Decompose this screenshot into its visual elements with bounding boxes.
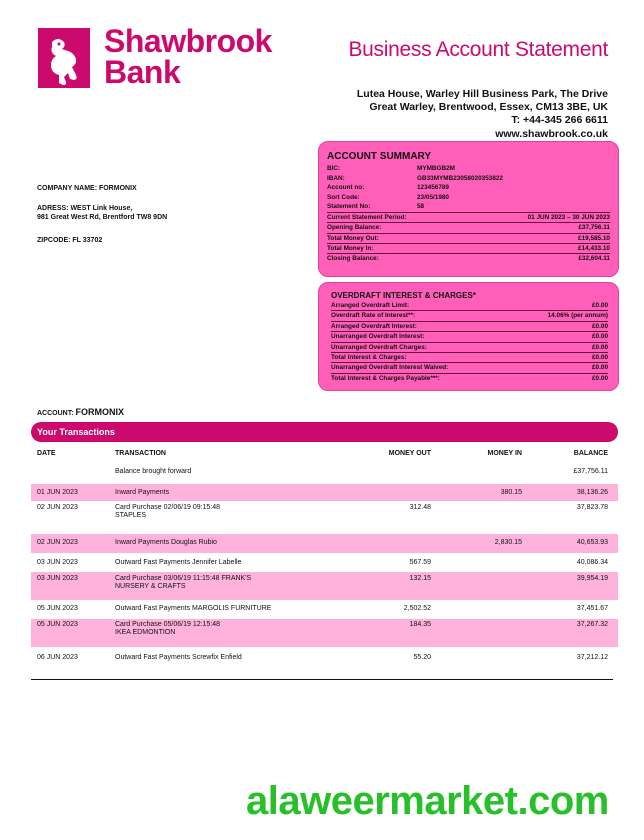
overdraft-value: £0.00 bbox=[592, 374, 608, 382]
row-transaction-line: IKEA EDMONTION bbox=[115, 629, 176, 637]
overdraft-value: £0.00 bbox=[592, 302, 608, 309]
customer-address-line: 981 Great West Rd, Brentford TW8 9DN bbox=[37, 214, 168, 221]
table-row bbox=[31, 555, 618, 572]
account-summary-title: ACCOUNT SUMMARY bbox=[327, 151, 432, 162]
row-transaction bbox=[115, 621, 285, 638]
row-money-out: 2,502.52 bbox=[403, 605, 431, 612]
overdraft-value: £0.00 bbox=[592, 322, 608, 330]
column-header-transaction: TRANSACTION bbox=[115, 450, 166, 457]
row-date: 03 JUN 2023 bbox=[37, 575, 78, 582]
company-name: COMPANY NAME: FORMONIX bbox=[37, 185, 137, 192]
overdraft-value: £0.00 bbox=[592, 343, 608, 351]
table-bottom-divider bbox=[31, 679, 613, 680]
summary-total-value: £37,756.11 bbox=[578, 224, 610, 232]
transactions-header-bar: Your Transactions bbox=[31, 422, 618, 442]
row-date: 03 JUN 2023 bbox=[37, 559, 78, 566]
row-balance: 37,823.78 bbox=[576, 504, 608, 511]
summary-total-key: Total Money Out: bbox=[327, 234, 379, 242]
row-money-out: 312.48 bbox=[409, 504, 431, 511]
row-money-out: 184.35 bbox=[409, 621, 431, 628]
summary-info-row bbox=[327, 164, 610, 174]
table-row bbox=[31, 534, 618, 553]
table-row bbox=[31, 619, 618, 647]
summary-info-value: 58 bbox=[417, 203, 425, 211]
overdraft-key: Unarranged Overdraft Interest Waived: bbox=[331, 364, 449, 372]
overdraft-row bbox=[331, 301, 608, 311]
overdraft-key: Total Interest & Charges: bbox=[331, 353, 407, 361]
row-date: 06 JUN 2023 bbox=[37, 654, 78, 661]
summary-total-value: £14,433.10 bbox=[578, 244, 610, 252]
summary-info-value: GB33MYMB23058020353822 bbox=[417, 174, 503, 182]
column-header-money-out: MONEY OUT bbox=[388, 450, 431, 457]
row-transaction-line: Card Purchase 02/06/19 09:15:48 bbox=[115, 504, 221, 511]
row-date: 01 JUN 2023 bbox=[37, 489, 78, 496]
transactions-column-headers bbox=[31, 448, 618, 460]
row-balance: 40,653.93 bbox=[576, 539, 608, 546]
summary-info-key: Statement No: bbox=[327, 203, 371, 211]
row-transaction bbox=[115, 559, 285, 567]
bank-address-line: Great Warley, Brentwood, Essex, CM13 3BE, UK bbox=[369, 101, 608, 114]
row-date: 05 JUN 2023 bbox=[37, 605, 78, 612]
overdraft-panel bbox=[318, 282, 619, 391]
row-transaction bbox=[115, 489, 285, 497]
summary-total-key: Opening Balance: bbox=[327, 224, 382, 232]
row-transaction-line: Outward Fast Payments Screwfix Enfield bbox=[115, 654, 242, 661]
bank-phone: T: +44-345 266 6611 bbox=[511, 114, 608, 127]
account-summary-info bbox=[327, 164, 610, 213]
row-transaction bbox=[115, 539, 285, 547]
row-transaction bbox=[115, 468, 285, 476]
row-balance: 40,086.34 bbox=[576, 559, 608, 566]
overdraft-value: £0.00 bbox=[592, 364, 608, 372]
summary-total-key: Current Statement Period: bbox=[327, 213, 407, 221]
summary-info-row bbox=[327, 193, 610, 203]
row-balance: 39,954.19 bbox=[576, 575, 608, 582]
summary-total-key: Total Money In: bbox=[327, 244, 374, 252]
summary-info-value: MYMBGB2M bbox=[417, 165, 455, 172]
overdraft-key: Unarranged Overdraft Interest: bbox=[331, 333, 425, 341]
overdraft-value: 14.06% (per annum) bbox=[547, 312, 608, 320]
row-transaction-line: Card Purchase 05/06/19 12:15:48 bbox=[115, 621, 221, 628]
customer-address-line: ADRESS: WEST Link House, bbox=[37, 205, 133, 212]
bank-logo-icon bbox=[38, 28, 90, 88]
row-transaction-line: Balance brought forward bbox=[115, 468, 192, 475]
overdraft-title: OVERDRAFT INTEREST & CHARGES* bbox=[331, 291, 476, 300]
statement-title: Business Account Statement bbox=[348, 38, 608, 61]
table-row bbox=[31, 649, 618, 667]
row-transaction-line: Inward Payments Douglas Rubio bbox=[115, 539, 217, 546]
row-balance: 37,451.67 bbox=[576, 605, 608, 612]
summary-total-row bbox=[327, 254, 610, 264]
row-balance: 37,267.32 bbox=[576, 621, 608, 628]
summary-total-value: 01 JUN 2023 – 30 JUN 2023 bbox=[527, 213, 610, 221]
column-header-balance: BALANCE bbox=[573, 450, 608, 457]
column-header-date: DATE bbox=[37, 450, 56, 457]
row-transaction-line: Inward Payments bbox=[115, 489, 170, 496]
summary-info-key: IBAN: bbox=[327, 174, 345, 182]
summary-info-key: Sort Code: bbox=[327, 193, 360, 201]
account-label-key: ACCOUNT: bbox=[37, 410, 74, 417]
overdraft-key: Arranged Overdraft Limit: bbox=[331, 302, 410, 309]
brand-line-2: Bank bbox=[104, 54, 181, 90]
bank-address-line: Lutea House, Warley Hill Business Park, The Drive bbox=[356, 88, 608, 100]
row-date: 05 JUN 2023 bbox=[37, 621, 78, 628]
bank-brand-name bbox=[104, 23, 272, 90]
overdraft-row bbox=[331, 343, 608, 353]
account-summary-panel bbox=[318, 141, 619, 277]
account-label bbox=[37, 407, 124, 417]
row-balance: £37,756.11 bbox=[573, 468, 608, 475]
table-row bbox=[31, 572, 618, 600]
row-money-out: 55.20 bbox=[413, 654, 431, 661]
account-name: FORMONIX bbox=[75, 407, 125, 417]
row-transaction-line: STAPLES bbox=[115, 512, 146, 520]
summary-info-value: 123456789 bbox=[417, 184, 449, 192]
watermark-text: alaweermarket.com bbox=[246, 779, 609, 823]
row-balance: 37,212.12 bbox=[576, 654, 608, 661]
overdraft-value: £0.00 bbox=[592, 353, 608, 361]
summary-total-value: £19,585.10 bbox=[578, 234, 610, 242]
row-transaction bbox=[115, 605, 315, 613]
row-transaction-line: Outward Fast Payments MARGOLIS FURNITURE bbox=[115, 605, 272, 612]
summary-info-value: 23/05/1980 bbox=[417, 193, 449, 201]
overdraft-row bbox=[331, 311, 608, 321]
overdraft-key: Unarranged Overdraft Charges: bbox=[331, 343, 427, 351]
summary-total-key: Closing Balance: bbox=[327, 255, 379, 263]
summary-info-key: Account no: bbox=[327, 184, 365, 192]
summary-info-key: BIC: bbox=[327, 165, 341, 172]
table-row bbox=[31, 600, 618, 619]
table-row bbox=[31, 484, 618, 501]
overdraft-value: £0.00 bbox=[592, 333, 608, 341]
row-transaction-line: NURSERY & CRAFTS bbox=[115, 583, 186, 591]
row-transaction bbox=[115, 575, 285, 592]
summary-total-row bbox=[327, 223, 610, 233]
row-balance: 38,136.26 bbox=[576, 489, 608, 496]
row-money-in: 380.15 bbox=[500, 489, 522, 496]
summary-info-row bbox=[327, 174, 610, 184]
customer-address bbox=[37, 204, 167, 222]
column-header-money-in: MONEY IN bbox=[487, 450, 522, 457]
overdraft-key: Overdraft Rate of Interest**: bbox=[331, 312, 416, 320]
row-date: 02 JUN 2023 bbox=[37, 539, 78, 546]
overdraft-row bbox=[331, 374, 608, 384]
row-transaction bbox=[115, 504, 285, 521]
table-row bbox=[31, 463, 618, 481]
row-money-in: 2,830.15 bbox=[494, 539, 522, 546]
summary-total-row bbox=[327, 213, 610, 223]
overdraft-key: Arranged Overdraft Interest: bbox=[331, 322, 417, 330]
overdraft-row bbox=[331, 353, 608, 363]
summary-total-row bbox=[327, 244, 610, 254]
row-date: 02 JUN 2023 bbox=[37, 504, 78, 511]
row-transaction-line: Outward Fast Payments Jennifer Labelle bbox=[115, 559, 242, 566]
summary-info-row bbox=[327, 183, 610, 193]
bank-address bbox=[357, 88, 608, 141]
account-summary-totals bbox=[327, 213, 610, 265]
overdraft-row bbox=[331, 322, 608, 332]
row-money-out: 567.59 bbox=[409, 559, 431, 566]
row-money-out: 132.15 bbox=[409, 575, 431, 582]
summary-total-value: £32,604.11 bbox=[578, 255, 610, 263]
table-row bbox=[31, 501, 618, 534]
overdraft-row bbox=[331, 363, 608, 373]
overdraft-key: Total Interest & Charges Payable***: bbox=[331, 374, 440, 382]
row-transaction-line: Card Purchase 03/06/19 11:15:48 FRANK'S bbox=[115, 575, 252, 582]
summary-total-row bbox=[327, 234, 610, 244]
bank-website-link[interactable]: www.shawbrook.co.uk bbox=[495, 127, 608, 140]
row-transaction bbox=[115, 654, 315, 662]
summary-info-row bbox=[327, 202, 610, 212]
brand-line-1: Shawbrook bbox=[104, 23, 272, 59]
customer-zipcode: ZIPCODE: FL 33702 bbox=[37, 237, 103, 244]
overdraft-row bbox=[331, 332, 608, 342]
